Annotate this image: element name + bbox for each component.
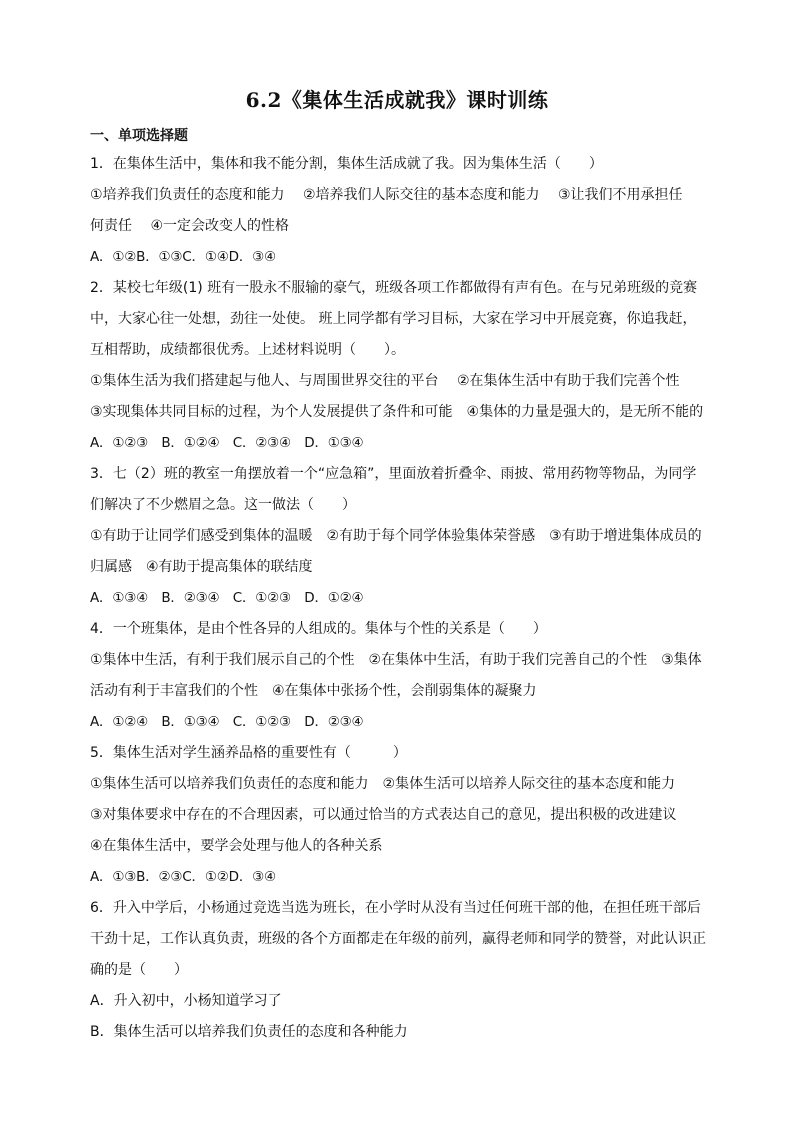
page-title: 6.2《集体生活成就我》课时训练 [245,88,549,112]
question-stem: 1．在集体生活中，集体和我不能分割，集体生活成就了我。因为集体生活（ ） [90,156,603,172]
question-list [90,152,710,1051]
question-5 [90,741,710,896]
section-heading: 一、单项选择题 [90,128,188,144]
statement-line: ③对集体要求中存在的不合理因素，可以通过恰当的方式表达自己的意见，提出积极的改进建议 [90,807,677,823]
question-3 [90,462,710,617]
question-stem: 4．一个班集体，是由个性各异的人组成的。集体与个性的关系是（ ） [90,621,547,637]
answer-options: A．①③B．②③C．①②D．③④ [90,869,276,885]
question-1 [90,152,710,276]
answer-options: A．①②B．①③C．①④D．③④ [90,249,276,265]
statement-line: ④在集体生活中，要学会处理与他人的各种关系 [90,838,383,854]
question-stem: 6．升入中学后，小杨通过竞选当选为班长，在小学时从没有当过任何班干部的他，在担任班干部后 [90,900,701,916]
answer-option-a: A．升入初中，小杨知道学习了 [90,993,282,1009]
question-stem: 互相帮助，成绩都很优秀。上述材料说明（ ）。 [90,342,405,358]
statement-line: 何责任 ④一定会改变人的性格 [90,218,290,234]
statement-line: ③实现集体共同目标的过程，为个人发展提供了条件和可能 ④集体的力量是强大的，是无所不能的 [90,404,704,420]
question-stem: 确的是（ ） [90,962,188,978]
question-2 [90,276,710,462]
question-stem: 3．七（2）班的教室一角摆放着一个“应急箱”，里面放着折叠伞、雨披、常用药物等物品，为同学 [90,466,697,482]
question-stem: 们解决了不少燃眉之急。这一做法（ ） [90,497,356,513]
statement-line: 归属感 ④有助于提高集体的联结度 [90,559,313,575]
answer-option-b: B．集体生活可以培养我们负责任的态度和各种能力 [90,1024,408,1040]
statement-line: ①有助于让同学们感受到集体的温暖 ②有助于每个同学体验集体荣誉感 ③有助于增进集体成员的 [90,528,702,544]
question-stem: 5．集体生活对学生涵养品格的重要性有（ ） [90,745,407,761]
question-6 [90,896,710,1051]
question-stem: 中，大家心往一处想，劲往一处使。 班上同学都有学习目标，大家在学习中开展竞赛，你追我赶， [90,311,697,327]
statement-line: ①集体中生活，有利于我们展示自己的个性 ②在集体中生活，有助于我们完善自己的个性 ③集体 [90,652,702,668]
statement-line: 活动有利于丰富我们的个性 ④在集体中张扬个性，会削弱集体的凝聚力 [90,683,537,699]
answer-options: A．①②④ B．①③④ C．①②③ D．②③④ [90,714,364,730]
question-stem: 干劲十足，工作认真负责，班级的各个方面都走在年级的前列，赢得老师和同学的赞誉，对此认识正 [90,931,706,947]
statement-line: ①培养我们负责任的态度和能力 ②培养我们人际交往的基本态度和能力 ③让我们不用承担任 [90,187,683,203]
question-4 [90,617,710,741]
statement-line: ①集体生活为我们搭建起与他人、与周围世界交往的平台 ②在集体生活中有助于我们完善个性 [90,373,680,389]
answer-options: A．①②③ B．①②④ C．②③④ D．①③④ [90,435,364,451]
statement-line: ①集体生活可以培养我们负责任的态度和能力 ②集体生活可以培养人际交往的基本态度和能力 [90,776,676,792]
question-stem: 2．某校七年级(1) 班有一股永不服输的豪气，班级各项工作都做得有声有色。在与兄弟班级的竞赛 [90,280,698,296]
answer-options: A．①③④ B．②③④ C．①②③ D．①②④ [90,590,364,606]
